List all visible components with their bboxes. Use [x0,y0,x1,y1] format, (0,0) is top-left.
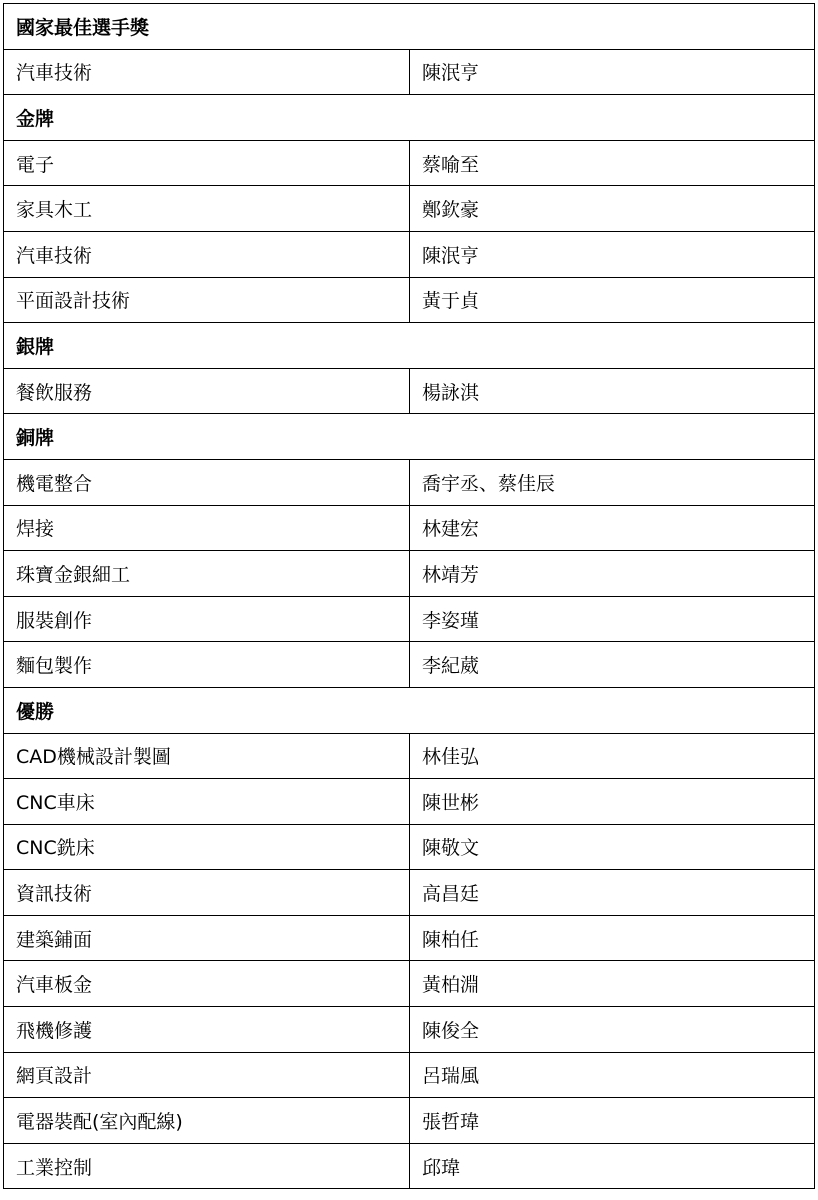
event-name-cell: CAD機械設計製圖 [4,733,410,779]
winner-name-cell: 邱瑋 [410,1143,815,1189]
section-heading-row [4,323,815,369]
table-row [4,642,815,688]
winner-name-cell: 李紀葳 [410,642,815,688]
table-row [4,368,815,414]
table-row [4,596,815,642]
winner-name-cell: 黃柏淵 [410,961,815,1007]
event-name-cell: 建築鋪面 [4,915,410,961]
table-row [4,551,815,597]
winner-name-cell: 陳俊全 [410,1007,815,1053]
winner-name-cell: 陳泯亨 [410,231,815,277]
winner-name-cell: 陳世彬 [410,779,815,825]
winner-name-cell: 鄭欽豪 [410,186,815,232]
section-heading: 優勝 [4,687,815,733]
event-name-cell: 機電整合 [4,459,410,505]
awards-table [3,3,815,1189]
event-name-cell: 平面設計技術 [4,277,410,323]
section-heading-row [4,414,815,460]
winner-name-cell: 黃于貞 [410,277,815,323]
winner-name-cell: 林建宏 [410,505,815,551]
winner-name-cell: 陳敬文 [410,824,815,870]
event-name-cell: 網頁設計 [4,1052,410,1098]
event-name-cell: 餐飲服務 [4,368,410,414]
winner-name-cell: 張哲瑋 [410,1098,815,1144]
table-row [4,779,815,825]
winner-name-cell: 高昌廷 [410,870,815,916]
table-row [4,1007,815,1053]
event-name-cell: 珠寶金銀細工 [4,551,410,597]
table-row [4,1052,815,1098]
table-row [4,1143,815,1189]
winner-name-cell: 陳泯亨 [410,49,815,95]
event-name-cell: 服裝創作 [4,596,410,642]
event-name-cell: 資訊技術 [4,870,410,916]
event-name-cell: 焊接 [4,505,410,551]
event-name-cell: 電子 [4,140,410,186]
winner-name-cell: 蔡喻至 [410,140,815,186]
winner-name-cell: 楊詠淇 [410,368,815,414]
table-row [4,231,815,277]
winner-name-cell: 林佳弘 [410,733,815,779]
winner-name-cell: 喬宇丞、蔡佳辰 [410,459,815,505]
table-row [4,915,815,961]
table-row [4,140,815,186]
title-row [4,4,815,50]
winner-name-cell: 李姿瑾 [410,596,815,642]
section-heading-row [4,687,815,733]
event-name-cell: CNC車床 [4,779,410,825]
event-name-cell: 汽車技術 [4,231,410,277]
section-heading: 銀牌 [4,323,815,369]
table-row [4,961,815,1007]
event-name-cell: 工業控制 [4,1143,410,1189]
event-name-cell: CNC銑床 [4,824,410,870]
event-name-cell: 家具木工 [4,186,410,232]
table-row [4,459,815,505]
table-row [4,505,815,551]
section-heading: 銅牌 [4,414,815,460]
table-title: 國家最佳選手獎 [4,4,815,50]
table-row [4,870,815,916]
table-row [4,49,815,95]
table-row [4,824,815,870]
winner-name-cell: 陳柏任 [410,915,815,961]
winner-name-cell: 呂瑞風 [410,1052,815,1098]
table-row [4,277,815,323]
awards-table-body [4,4,815,1189]
table-row [4,1098,815,1144]
table-row [4,733,815,779]
section-heading-row [4,95,815,141]
winner-name-cell: 林靖芳 [410,551,815,597]
table-row [4,186,815,232]
event-name-cell: 飛機修護 [4,1007,410,1053]
section-heading: 金牌 [4,95,815,141]
event-name-cell: 麵包製作 [4,642,410,688]
event-name-cell: 汽車板金 [4,961,410,1007]
event-name-cell: 汽車技術 [4,49,410,95]
event-name-cell: 電器裝配(室內配線) [4,1098,410,1144]
